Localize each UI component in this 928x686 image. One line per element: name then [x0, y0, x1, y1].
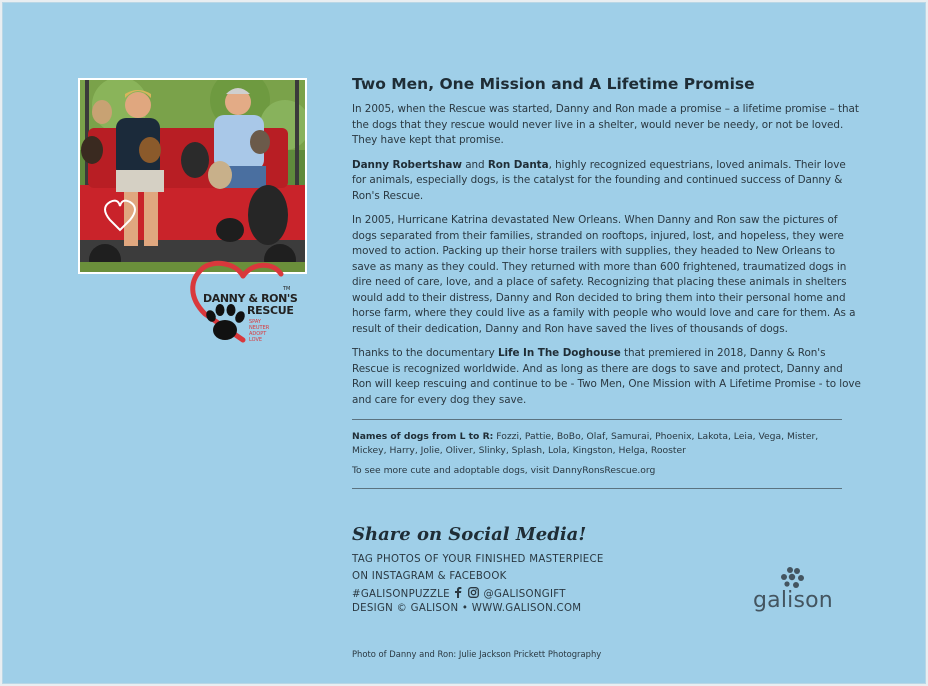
share-line-4: DESIGN © GALISON • WWW.GALISON.COM [352, 603, 582, 614]
founders-text: , highly recognized equestrians, loved animals. Their love for animals, especially dogs, is the catalyst for the founding and continued success of Danny & Ron's Rescue. [352, 158, 846, 202]
dog-names-list: Fozzi, Pattie, BoBo, Olaf, Samurai, Phoenix, Lakota, Leia, Vega, Mister, Mickey, Harry, Jolie, Oliver, Slinky, Splash, Lola, Kingston, Helga, Rooster [352, 431, 819, 456]
logo-line-2: RESCUE [247, 304, 294, 317]
instagram-icon [468, 587, 479, 598]
share-line-3 [352, 587, 566, 600]
article [352, 75, 862, 417]
rescue-photo [78, 78, 307, 274]
documentary-intro: Thanks to the documentary [352, 347, 498, 359]
dog-names-label: Names of dogs from L to R: [352, 431, 494, 442]
logo-tag-neuter: NEUTER [249, 325, 270, 331]
logo-tag-adopt: ADOPT [249, 331, 267, 337]
logo-line-1: DANNY & RON'S [203, 292, 298, 305]
share-line-2: ON INSTAGRAM & FACEBOOK [352, 571, 507, 582]
photo-credit: Photo of Danny and Ron: Julie Jackson Prickett Photography [352, 649, 602, 659]
facebook-icon [454, 587, 462, 598]
rescue-logo [183, 258, 303, 353]
paragraph-katrina: In 2005, Hurricane Katrina devastated New Orleans. When Danny and Ron saw the pictures of dogs separated from their families, stranded on rooftops, injured, lost, and hopeless, they were moved to action. Packing up their horse trailers with supplies, they headed to New Orleans to save as many as they could. They returned with more than 600 frightened, traumatized dogs in dire need of care, love, and a place of safety. Recognizing that placing these animals in shelters would add to their distress, Danny and Ron decided to bring them into their personal home and horse farm, where they could live as a family with people who would love and care for them. As a result of their dedication, Danny and Ron have saved the lives of thousands of dogs. [352, 214, 856, 335]
divider-top [352, 419, 842, 420]
founder-name-ron: Ron Danta [487, 158, 549, 171]
share-heading: Share on Social Media! [352, 524, 587, 545]
founder-and: and [461, 158, 488, 171]
galison-logo [751, 565, 841, 620]
logo-tag-love: LOVE [249, 337, 263, 343]
visit-website-text: To see more cute and adoptable dogs, visit DannyRonsRescue.org [352, 465, 656, 476]
paw-icon [204, 304, 246, 340]
documentary-text: that premiered in 2018, Danny & Ron's Rescue is recognized worldwide. And as long as there are dogs to save and protect, Danny and Ron will keep rescuing and continue to be - Two Men, One Mission with A Lifetime Promise - to love and care for every dog they save. [352, 347, 861, 406]
paragraph-founders [352, 158, 862, 205]
paragraph-promise: In 2005, when the Rescue was started, Danny and Ron made a promise – a lifetime promise – that the dogs that they rescue would never live in a shelter, would never be needy, or not be loved. They have kept that promise. [352, 103, 859, 146]
dog-names [352, 430, 842, 458]
trademark-mark: TM [283, 286, 291, 292]
instagram-handle: @GALISONGIFT [483, 589, 566, 600]
documentary-title: Life In The Doghouse [497, 347, 621, 359]
paragraph-documentary [352, 346, 862, 408]
article-title: Two Men, One Mission and A Lifetime Promise [352, 75, 755, 93]
galison-wordmark: galison [753, 588, 833, 613]
logo-tag-spay: SPAY [249, 319, 261, 325]
divider-bottom [352, 488, 842, 489]
hashtag-text: #GALISONPUZZLE [352, 589, 450, 600]
puzzle-box-back [2, 2, 926, 684]
logo-tagline [249, 319, 289, 343]
share-line-1: TAG PHOTOS OF YOUR FINISHED MASTERPIECE [352, 554, 604, 565]
founder-name-danny: Danny Robertshaw [352, 158, 462, 171]
